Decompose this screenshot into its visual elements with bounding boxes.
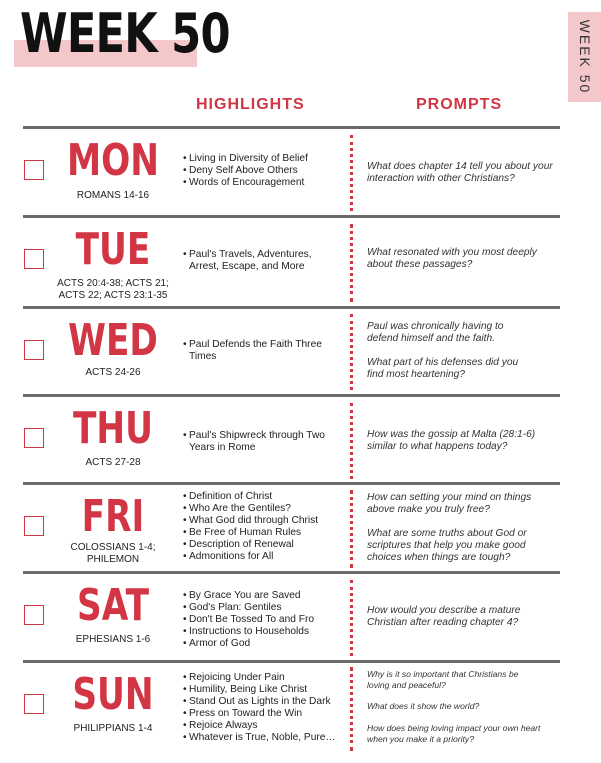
dotted-separator <box>350 314 353 390</box>
prompt-text: How would you describe a mature Christian after reading chapter 4? <box>367 605 521 628</box>
highlights-list <box>183 249 328 273</box>
day-reference: ROMANS 14-16 <box>76 190 150 201</box>
checkbox-sun[interactable] <box>24 694 44 714</box>
day-reference: ACTS 24-26 <box>85 367 141 378</box>
checkbox-mon[interactable] <box>24 160 44 180</box>
prompt-text: Paul was chronically having to defend himself and the faith. <box>367 321 504 344</box>
highlight-item: • Description of Renewal <box>183 539 363 551</box>
side-tab <box>568 12 601 102</box>
highlights-list <box>183 430 328 454</box>
highlight-item: • Definition of Christ <box>183 491 363 503</box>
day-name: WED <box>68 315 158 366</box>
day-row-thu <box>23 397 560 482</box>
highlights-list <box>183 672 363 744</box>
prompts-header: PROMPTS <box>416 96 503 113</box>
checkbox-sat[interactable] <box>24 605 44 625</box>
highlights-list <box>183 339 333 363</box>
highlight-item: • Admonitions for All <box>183 551 363 563</box>
highlight-item: • Paul's Travels, Adventures, Arrest, Escape, and More <box>183 249 328 273</box>
highlight-item: • Rejoicing Under Pain <box>183 672 363 684</box>
highlight-item: • Who Are the Gentiles? <box>183 503 363 515</box>
prompt-text: What does chapter 14 tell you about your interaction with other Christians? <box>367 161 553 184</box>
side-tab-label: WEEK 50 <box>577 19 593 95</box>
day-name: SUN <box>72 669 154 720</box>
dotted-separator <box>350 490 353 568</box>
day-name: SAT <box>76 580 150 631</box>
dotted-separator <box>350 224 353 302</box>
day-row-sat <box>23 574 560 660</box>
day-row-tue <box>23 218 560 306</box>
highlight-item: • Be Free of Human Rules <box>183 527 363 539</box>
prompt-text: What resonated with you most deeply about these passages? <box>367 247 537 270</box>
highlight-item: • Humility, Being Like Christ <box>183 684 363 696</box>
highlight-item: • Don't Be Tossed To and Fro <box>183 614 363 626</box>
day-row-mon <box>23 129 560 215</box>
highlight-item: • By Grace You are Saved <box>183 590 363 602</box>
day-reference: ACTS 20:4-38; ACTS 21; ACTS 22; ACTS 23:1-35 <box>57 278 169 301</box>
prompt-text: How was the gossip at Malta (28:1-6) similar to what happens today? <box>367 429 536 452</box>
day-name: FRI <box>81 491 145 542</box>
dotted-separator <box>350 580 353 656</box>
highlights-list <box>183 153 363 189</box>
day-reference: ACTS 27-28 <box>85 457 141 468</box>
highlight-item: • Living in Diversity of Belief <box>183 153 363 165</box>
highlight-item: • Instructions to Households <box>183 626 363 638</box>
checkbox-tue[interactable] <box>24 249 44 269</box>
prompt-text: Why is it so important that Christians be loving and peaceful? <box>367 669 519 690</box>
prompt-text: How does being loving impact your own heart when you make it a priority? <box>367 723 541 744</box>
highlight-item: • Armor of God <box>183 638 363 650</box>
highlight-item: • Rejoice Always <box>183 720 363 732</box>
day-row-wed <box>23 309 560 394</box>
day-name: THU <box>72 403 153 454</box>
dotted-separator <box>350 403 353 479</box>
highlight-item: • Press on Toward the Win <box>183 708 363 720</box>
highlight-item: • Words of Encouragement <box>183 177 363 189</box>
highlights-list <box>183 491 363 563</box>
highlight-item: • God's Plan: Gentiles <box>183 602 363 614</box>
day-name: MON <box>66 135 160 186</box>
prompt-text: What part of his defenses did you find most heartening? <box>367 357 519 380</box>
prompt-text: What does it show the world? <box>367 701 480 711</box>
highlight-item: • Stand Out as Lights in the Dark <box>183 696 363 708</box>
prompt-text: How can setting your mind on things above make you truly free? <box>367 492 532 515</box>
highlight-item: • Paul's Shipwreck through Two Years in Rome <box>183 430 328 454</box>
highlights-list <box>183 590 363 650</box>
day-reference: COLOSSIANS 1-4; PHILEMON <box>70 542 156 565</box>
highlights-header: HIGHLIGHTS <box>196 96 305 113</box>
day-row-fri <box>23 485 560 571</box>
prompt-text: What are some truths about God or scriptures that help you make good choices when things are tough? <box>367 528 527 563</box>
day-row-sun <box>23 663 560 758</box>
day-reference: EPHESIANS 1-6 <box>75 634 151 645</box>
day-reference: PHILIPPIANS 1-4 <box>73 723 153 734</box>
highlight-item: • Whatever is True, Noble, Pure… <box>183 732 363 744</box>
checkbox-wed[interactable] <box>24 340 44 360</box>
checkbox-thu[interactable] <box>24 428 44 448</box>
highlight-item: • Deny Self Above Others <box>183 165 363 177</box>
dotted-separator <box>350 135 353 211</box>
page-title: WEEK 50 <box>20 2 230 65</box>
highlight-item: • What God did through Christ <box>183 515 363 527</box>
highlight-item: • Paul Defends the Faith Three Times <box>183 339 333 363</box>
checkbox-fri[interactable] <box>24 516 44 536</box>
day-name: TUE <box>75 224 151 275</box>
dotted-separator <box>350 667 353 751</box>
